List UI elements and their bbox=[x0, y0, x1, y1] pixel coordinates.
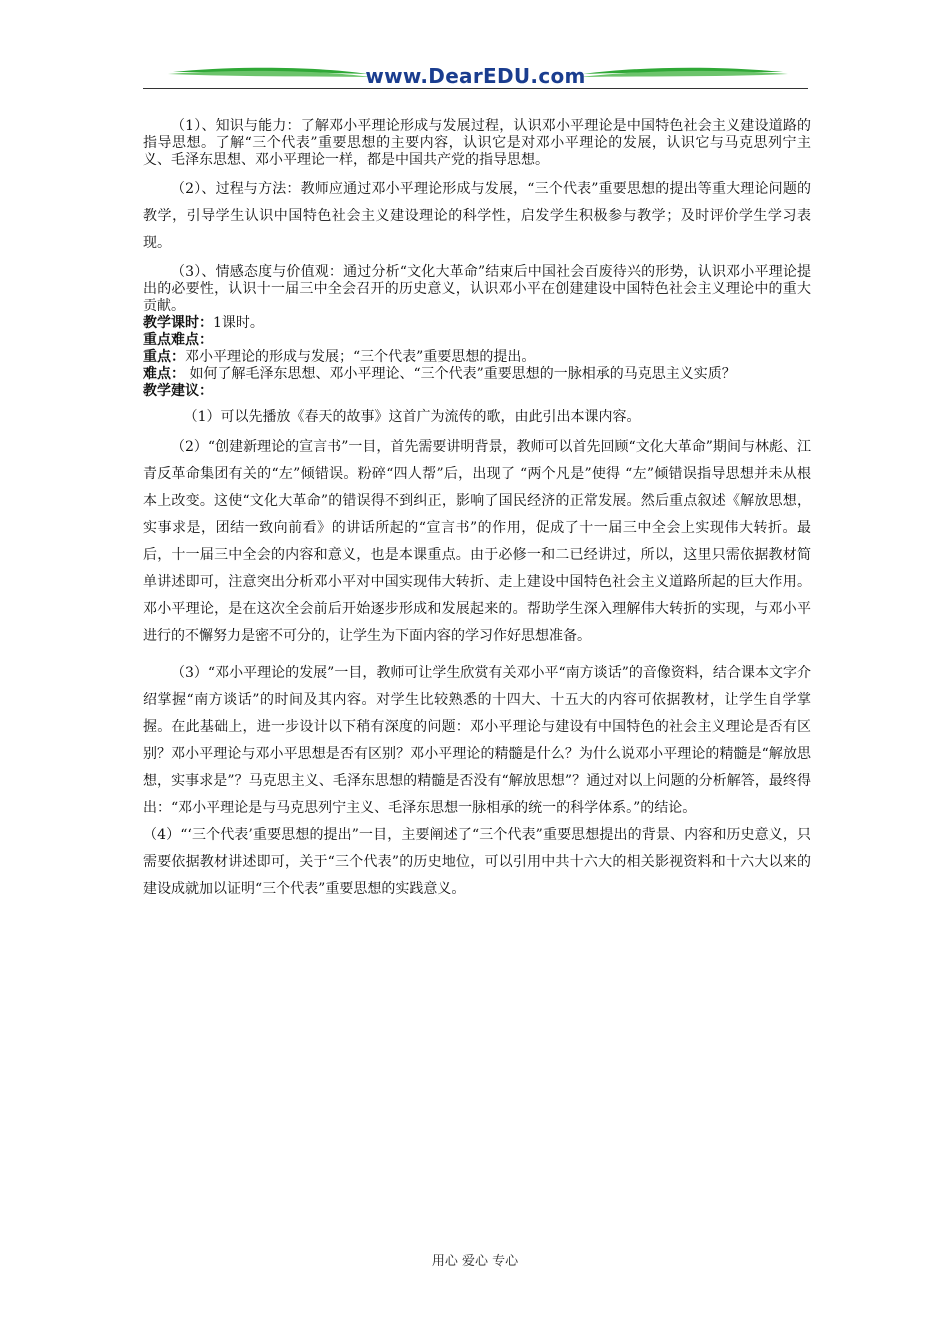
difficult-point-label: 难点： bbox=[143, 366, 185, 382]
lesson-hours-label: 教学课时： bbox=[143, 315, 213, 331]
advice-item-4: （4）“‘三个代表’重要思想的提出”一目，主要阐述了“三个代表”重要思想提出的背景、内容和历史意义，只需要依据教材讲述即可，关于“三个代表”的历史地位，可以引用中共十六大的相关影视资料和十六大以来的建设成就加以证明“三个代表”重要思想的实践意义。 bbox=[143, 827, 811, 897]
focus-heading: 重点难点： bbox=[143, 332, 213, 348]
document-body bbox=[143, 118, 811, 903]
advice-heading: 教学建议： bbox=[143, 383, 213, 399]
objective-attitude: （3）、情感态度与价值观：通过分析“文化大革命”结束后中国社会百废待兴的形势，认识邓小平理论提出的必要性，认识十一届三中全会召开的历史意义，认识邓小平在创建建设中国特色社会主义理论中的重大贡献。 bbox=[143, 264, 811, 314]
difficult-point bbox=[143, 366, 811, 383]
lesson-hours-value: 1课时。 bbox=[213, 315, 264, 331]
header-divider bbox=[143, 88, 808, 89]
lesson-hours bbox=[143, 315, 811, 332]
advice-item-3: （3）“邓小平理论的发展”一目，教师可让学生欣赏有关邓小平“南方谈话”的音像资料，结合课本文字介绍掌握“南方谈话”的时间及其内容。对学生比较熟悉的十四大、十五大的内容可依据教材，让学生自学掌握。在此基础上，进一步设计以下稍有深度的问题：邓小平理论与建设有中国特色的社会主义理论是否有区别？邓小平理论与邓小平思想是否有区别？邓小平理论的精髓是什么？为什么说邓小平理论的精髓是“解放思想，实事求是”？马克思主义、毛泽东思想的精髓是否没有“解放思想”？通过对以上问题的分析解答，最终得出：“邓小平理论是与马克思列宁主义、毛泽东思想一脉相承的统一的科学体系。”的结论。 bbox=[143, 665, 811, 816]
objective-process: （2）、过程与方法：教师应通过邓小平理论形成与发展，“三个代表”重要思想的提出等重大理论问题的教学，引导学生认识中国特色社会主义建设理论的科学性，启发学生积极参与教学；及时评价学生学习表现。 bbox=[143, 181, 811, 251]
site-logo-text: www.DearEDU.com bbox=[365, 64, 586, 88]
key-point bbox=[143, 349, 811, 366]
key-point-value: 邓小平理论的形成与发展；“三个代表”重要思想的提出。 bbox=[185, 349, 536, 365]
advice-item-1: （1）可以先播放《春天的故事》这首广为流传的歌，由此引出本课内容。 bbox=[183, 409, 641, 425]
key-point-label: 重点： bbox=[143, 349, 185, 365]
objective-knowledge: （1）、知识与能力：了解邓小平理论形成与发展过程，认识邓小平理论是中国特色社会主义建设道路的指导思想。了解“三个代表”重要思想的主要内容，认识它是对邓小平理论的发展，认识它与马克思列宁主义、毛泽东思想、邓小平理论一样，都是中国共产党的指导思想。 bbox=[143, 118, 811, 168]
difficult-point-value: 如何了解毛泽东思想、邓小平理论、“三个代表”重要思想的一脉相承的马克思主义实质？ bbox=[185, 366, 736, 382]
site-header bbox=[143, 60, 808, 94]
page-footer: 用心 爱心 专心 bbox=[431, 1254, 519, 1269]
advice-item-2: （2）“创建新理论的宣言书”一目，首先需要讲明背景，教师可以首先回顾“文化大革命”期间与林彪、江青反革命集团有关的“左”倾错误。粉碎“四人帮”后，出现了 “两个凡是”使得 “左”倾错误指导思想并未从根本上改变。这使“文化大革命”的错误得不到纠正，影响了国民经济的正常发展。然后重点叙述《解放思想，实事求是，团结一致向前看》的讲话所起的“宣言书”的作用，促成了十一届三中全会上实现伟大转折。最后，十一届三中全会的内容和意义，也是本课重点。由于必修一和二已经讲过，所以，这里只需依据教材简单讲述即可，注意突出分析邓小平对中国实现伟大转折、走上建设中国特色社会主义道路所起的巨大作用。邓小平理论，是在这次全会前后开始逐步形成和发展起来的。帮助学生深入理解伟大转折的实现，与邓小平进行的不懈努力是密不可分的，让学生为下面内容的学习作好思想准备。 bbox=[143, 439, 811, 644]
